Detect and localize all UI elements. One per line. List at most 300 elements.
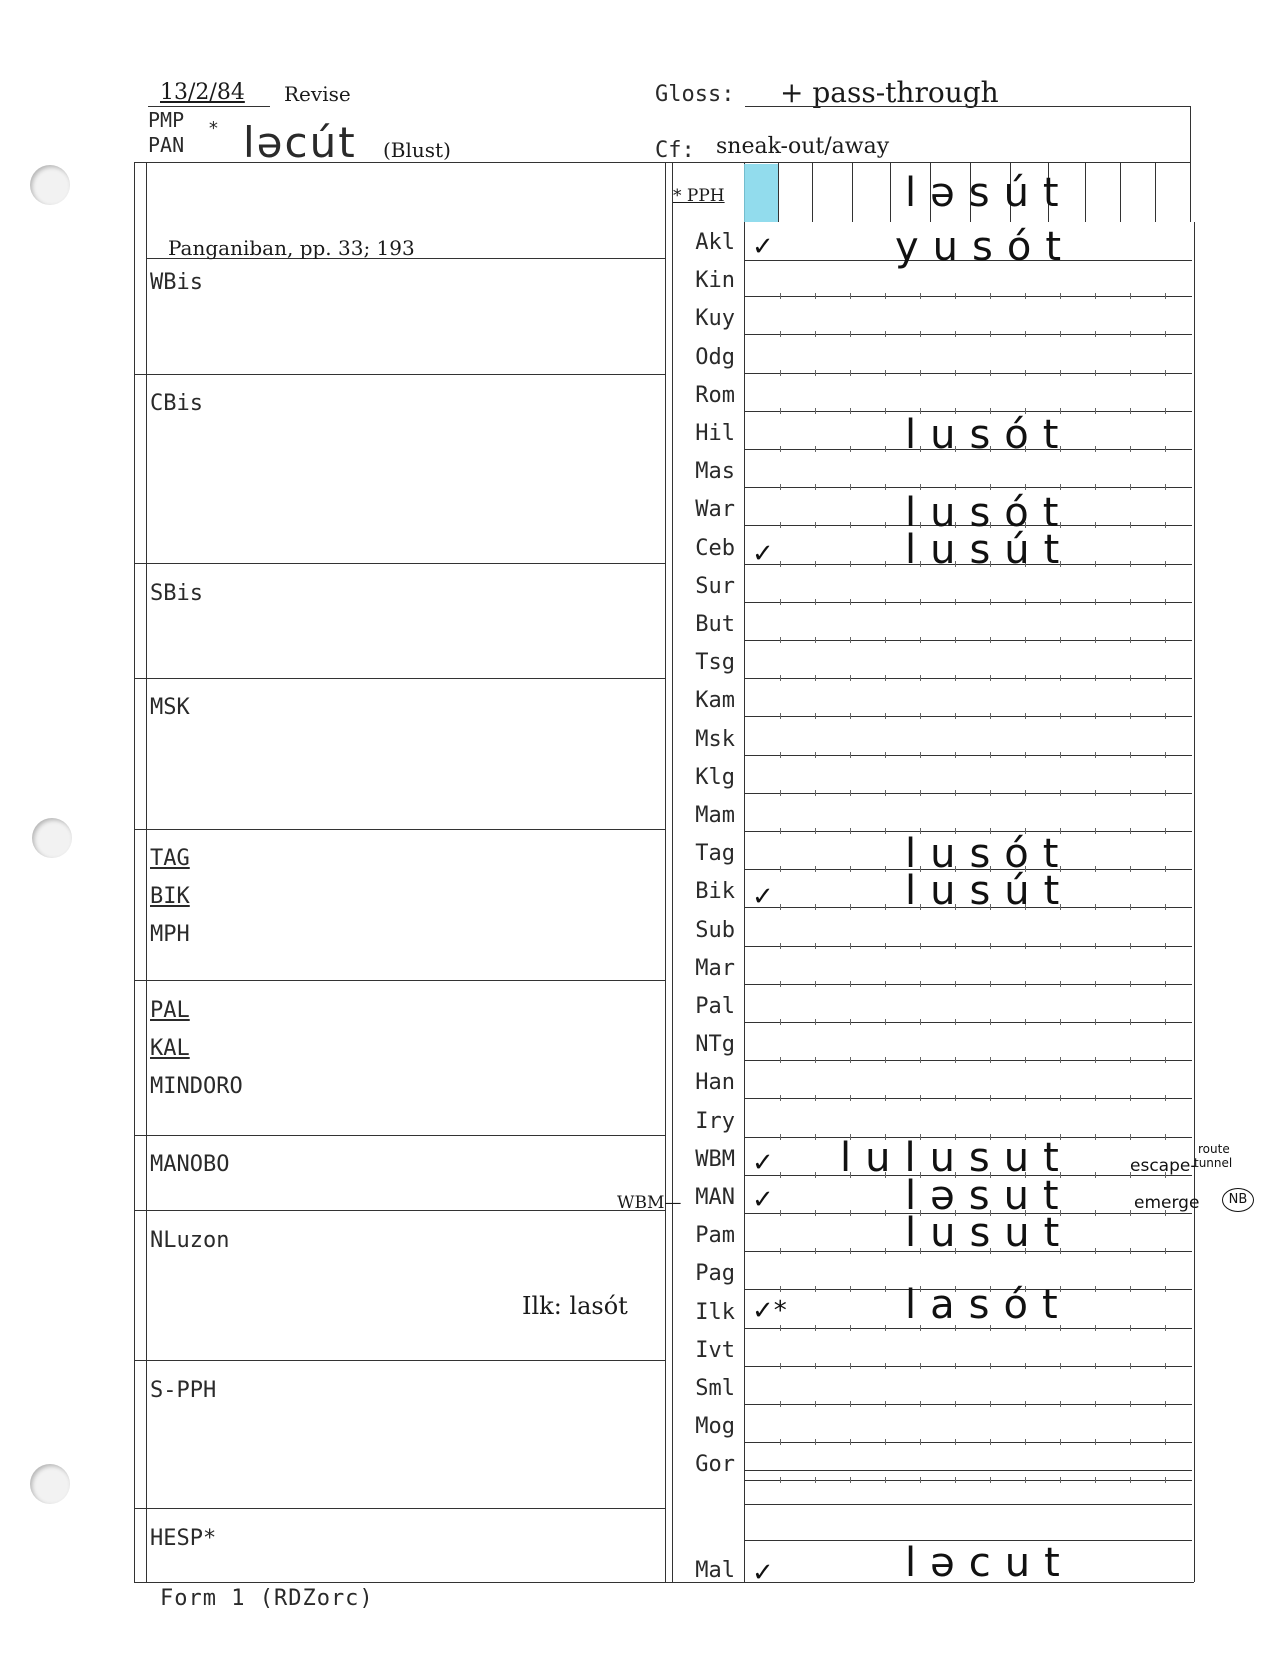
row-tick	[1095, 675, 1096, 681]
row-tick	[885, 1210, 886, 1216]
row-tick	[955, 1057, 956, 1063]
row-tick	[990, 790, 991, 796]
row-tick	[885, 1248, 886, 1254]
row-tick	[1130, 561, 1131, 567]
lang-label: Pag	[695, 1261, 735, 1287]
row-tick	[850, 904, 851, 910]
row-tick	[1060, 1401, 1061, 1407]
row-tick	[955, 293, 956, 299]
lang-label: Akl	[695, 230, 735, 255]
lang-row-rule	[744, 1470, 1192, 1471]
lang-label: Han	[695, 1070, 735, 1096]
lang-label: Kin	[695, 268, 735, 294]
row-tick	[815, 446, 816, 452]
lang-label: Mas	[695, 459, 735, 485]
punch-hole-bottom	[30, 1464, 70, 1504]
star-marker: *	[208, 118, 219, 139]
row-tick	[815, 752, 816, 758]
row-tick	[955, 599, 956, 605]
row-tick	[990, 1019, 991, 1025]
row-tick	[815, 943, 816, 949]
row-tick	[1130, 1477, 1131, 1483]
row-tick	[885, 943, 886, 949]
row-tick	[955, 981, 956, 987]
row-tick	[1130, 1439, 1131, 1445]
row-tick	[885, 561, 886, 567]
row-tick	[1130, 1057, 1131, 1063]
check-man: ✓	[752, 1185, 774, 1215]
row-tick	[955, 1019, 956, 1025]
row-tick	[1130, 943, 1131, 949]
row-tick	[815, 1019, 816, 1025]
row-tick	[780, 1248, 781, 1254]
row-tick	[850, 713, 851, 719]
row-tick	[1095, 1248, 1096, 1254]
row-tick	[780, 675, 781, 681]
row-tick	[815, 1172, 816, 1178]
row-tick	[1130, 637, 1131, 643]
lang-label: Kam	[695, 688, 735, 714]
row-tick	[1095, 1439, 1096, 1445]
row-tick	[1025, 331, 1026, 337]
row-tick	[850, 1019, 851, 1025]
row-tick	[780, 828, 781, 834]
row-tick	[990, 637, 991, 643]
row-tick	[990, 599, 991, 605]
row-tick	[850, 331, 851, 337]
row-tick	[815, 904, 816, 910]
row-tick	[780, 1210, 781, 1216]
row-tick	[815, 828, 816, 834]
group-wbis: WBis	[150, 270, 203, 295]
row-tick	[1165, 981, 1166, 987]
lang-label: WBM	[695, 1146, 735, 1172]
row-tick	[1095, 1019, 1096, 1025]
row-tick	[955, 370, 956, 376]
row-tick	[850, 599, 851, 605]
check-akl: ✓	[752, 232, 774, 262]
row-tick	[850, 1325, 851, 1331]
row-tick	[780, 599, 781, 605]
row-tick	[815, 1286, 816, 1292]
row-tick	[1060, 370, 1061, 376]
row-tick	[780, 637, 781, 643]
row-tick	[1165, 522, 1166, 528]
lang-label: Ilk	[695, 1299, 735, 1325]
row-tick	[780, 1057, 781, 1063]
date: 13/2/84	[160, 80, 245, 105]
row-tick	[1025, 790, 1026, 796]
row-tick	[1130, 370, 1131, 376]
row-tick	[920, 713, 921, 719]
lang-row-rule	[744, 602, 1192, 603]
lang-label: Bik	[695, 879, 735, 905]
row-tick	[815, 790, 816, 796]
row-tick	[1060, 981, 1061, 987]
group-cbis: CBis	[150, 391, 203, 416]
row-tick	[955, 1401, 956, 1407]
row-tick	[850, 828, 851, 834]
row-tick	[920, 675, 921, 681]
row-tick	[780, 1363, 781, 1369]
row-tick	[885, 752, 886, 758]
group-manobo: MANOBO	[150, 1152, 230, 1177]
lang-row-rule	[744, 1480, 1192, 1481]
proto-source: (Blust)	[383, 138, 451, 162]
row-tick	[885, 1057, 886, 1063]
lang-label: Odg	[695, 344, 735, 370]
row-tick	[920, 1019, 921, 1025]
row-tick	[1095, 1401, 1096, 1407]
row-tick	[780, 752, 781, 758]
row-tick	[780, 713, 781, 719]
wbm-margin-note: WBM—	[617, 1193, 682, 1213]
row-tick	[885, 1019, 886, 1025]
row-tick	[1025, 370, 1026, 376]
row-tick	[955, 752, 956, 758]
row-tick	[1165, 331, 1166, 337]
group-tag: TAG	[150, 846, 190, 871]
entry-hil: lusót	[905, 412, 1073, 458]
row-tick	[1130, 484, 1131, 490]
row-tick	[1095, 943, 1096, 949]
row-tick	[955, 1439, 956, 1445]
row-tick	[815, 1401, 816, 1407]
entry-bik: lusút	[905, 868, 1074, 914]
row-tick	[1165, 408, 1166, 414]
group-mph: MPH	[150, 922, 190, 947]
row-tick	[850, 790, 851, 796]
row-tick	[955, 1477, 956, 1483]
row-tick	[1095, 1172, 1096, 1178]
row-tick	[1025, 1439, 1026, 1445]
wbm-gloss-route: route	[1198, 1142, 1230, 1156]
row-tick	[1165, 1095, 1166, 1101]
row-tick	[955, 675, 956, 681]
row-tick	[885, 637, 886, 643]
row-tick	[850, 981, 851, 987]
row-tick	[1025, 1401, 1026, 1407]
pph-form: ləsút	[905, 170, 1073, 216]
row-tick	[990, 752, 991, 758]
row-tick	[1130, 599, 1131, 605]
row-tick	[1165, 1439, 1166, 1445]
row-tick	[780, 561, 781, 567]
row-tick	[1095, 1210, 1096, 1216]
row-tick	[885, 1439, 886, 1445]
lang-row-rule	[744, 296, 1192, 297]
row-tick	[780, 1019, 781, 1025]
row-tick	[1165, 1286, 1166, 1292]
row-tick	[1130, 904, 1131, 910]
row-tick	[850, 1439, 851, 1445]
row-tick	[780, 331, 781, 337]
entry-pam: lusut	[905, 1210, 1074, 1256]
row-tick	[815, 599, 816, 605]
row-tick	[920, 1401, 921, 1407]
lang-row-rule	[744, 640, 1192, 641]
lang-row-rule	[744, 1366, 1192, 1367]
row-tick	[1165, 1401, 1166, 1407]
punch-hole-top	[30, 165, 70, 205]
row-tick	[815, 408, 816, 414]
group-sbis: SBis	[150, 581, 203, 606]
lang-label: Sub	[695, 917, 735, 943]
group-mindoro: MINDORO	[150, 1074, 243, 1099]
row-tick	[780, 1439, 781, 1445]
row-tick	[1165, 1019, 1166, 1025]
row-tick	[780, 1134, 781, 1140]
row-tick	[1060, 599, 1061, 605]
row-tick	[920, 1477, 921, 1483]
row-tick	[1095, 904, 1096, 910]
row-tick	[780, 981, 781, 987]
row-tick	[885, 522, 886, 528]
lang-row-rule	[744, 1504, 1192, 1505]
row-tick	[780, 1401, 781, 1407]
row-tick	[1130, 1210, 1131, 1216]
row-tick	[920, 637, 921, 643]
row-tick	[920, 1057, 921, 1063]
row-tick	[1060, 293, 1061, 299]
entry-ceb: lusút	[905, 527, 1074, 573]
row-tick	[1025, 1019, 1026, 1025]
row-tick	[850, 943, 851, 949]
row-tick	[1060, 1019, 1061, 1025]
row-tick	[850, 1095, 851, 1101]
lang-row-rule	[744, 984, 1192, 985]
row-tick	[990, 1057, 991, 1063]
form-footer: Form 1 (RDZorc)	[160, 1586, 374, 1611]
row-tick	[780, 1477, 781, 1483]
row-tick	[1060, 1095, 1061, 1101]
cf-value: sneak-out/away	[716, 134, 890, 159]
row-tick	[955, 1363, 956, 1369]
row-tick	[1095, 561, 1096, 567]
lang-label: Pal	[695, 994, 735, 1019]
row-tick	[990, 1095, 991, 1101]
row-tick	[1060, 713, 1061, 719]
check-wbm: ✓	[752, 1148, 774, 1178]
row-tick	[1165, 561, 1166, 567]
row-tick	[850, 408, 851, 414]
row-tick	[1130, 408, 1131, 414]
row-tick	[815, 637, 816, 643]
row-tick	[1165, 1325, 1166, 1331]
row-tick	[1095, 1095, 1096, 1101]
row-tick	[1060, 1057, 1061, 1063]
check-mal: ✓	[752, 1558, 774, 1588]
row-tick	[850, 1057, 851, 1063]
row-tick	[1095, 293, 1096, 299]
group-msk: MSK	[150, 695, 190, 720]
row-tick	[1060, 1477, 1061, 1483]
lang-label: Ivt	[695, 1337, 735, 1363]
row-tick	[1165, 713, 1166, 719]
row-tick	[780, 293, 781, 299]
row-tick	[1130, 1325, 1131, 1331]
entry-wbm: lulusut	[840, 1135, 1073, 1181]
row-tick	[850, 1401, 851, 1407]
row-tick	[1130, 446, 1131, 452]
pph-highlight	[744, 164, 778, 222]
row-tick	[1060, 675, 1061, 681]
lang-label: Sur	[695, 573, 735, 599]
row-tick	[850, 1477, 851, 1483]
row-tick	[815, 1210, 816, 1216]
row-tick	[1130, 331, 1131, 337]
row-tick	[850, 675, 851, 681]
entry-mal: ləcut	[905, 1540, 1074, 1586]
group-hesp: HESP*	[150, 1526, 217, 1551]
row-tick	[1060, 752, 1061, 758]
row-tick	[1095, 1325, 1096, 1331]
row-tick	[885, 1363, 886, 1369]
row-tick	[920, 1439, 921, 1445]
row-tick	[1165, 370, 1166, 376]
row-tick	[780, 943, 781, 949]
row-tick	[1095, 331, 1096, 337]
row-tick	[955, 637, 956, 643]
lang-label: Tsg	[695, 650, 735, 676]
cf-label: Cf:	[655, 138, 695, 163]
check-bik: ✓	[752, 882, 774, 912]
row-tick	[885, 446, 886, 452]
row-tick	[1165, 904, 1166, 910]
row-tick	[1165, 599, 1166, 605]
row-tick	[1130, 293, 1131, 299]
row-tick	[990, 943, 991, 949]
group-bik: BIK	[150, 884, 190, 909]
pmp-label: PMP	[148, 108, 185, 132]
lang-label: But	[695, 612, 735, 637]
lang-label: Rom	[695, 382, 735, 408]
row-tick	[815, 675, 816, 681]
row-tick	[1165, 446, 1166, 452]
row-tick	[1060, 943, 1061, 949]
row-tick	[990, 675, 991, 681]
row-tick	[1095, 713, 1096, 719]
lang-label: Msk	[695, 726, 735, 752]
row-tick	[1130, 522, 1131, 528]
row-tick	[780, 408, 781, 414]
entry-tag: lusót	[905, 831, 1073, 877]
row-tick	[1165, 943, 1166, 949]
lang-label: Klg	[695, 764, 735, 790]
row-tick	[990, 331, 991, 337]
row-tick	[990, 1401, 991, 1407]
row-tick	[1060, 331, 1061, 337]
lang-row-rule	[744, 793, 1192, 794]
lang-row-rule	[744, 678, 1192, 679]
row-tick	[920, 1095, 921, 1101]
row-tick	[850, 484, 851, 490]
row-tick	[815, 981, 816, 987]
row-tick	[1025, 637, 1026, 643]
row-tick	[1025, 599, 1026, 605]
row-tick	[885, 1095, 886, 1101]
row-tick	[1025, 1477, 1026, 1483]
group-s-pph: S-PPH	[150, 1378, 217, 1403]
row-tick	[1095, 790, 1096, 796]
row-tick	[1025, 943, 1026, 949]
row-tick	[1025, 675, 1026, 681]
row-tick	[955, 790, 956, 796]
lang-row-rule	[744, 1098, 1192, 1099]
lang-row-rule	[744, 334, 1192, 335]
row-tick	[1130, 1134, 1131, 1140]
row-tick	[815, 331, 816, 337]
lang-row-rule	[744, 946, 1192, 947]
lang-label: MAN	[695, 1185, 735, 1210]
lang-label: Mog	[695, 1414, 735, 1440]
row-tick	[1025, 1095, 1026, 1101]
row-tick	[885, 1325, 886, 1331]
lang-row-rule	[744, 1442, 1192, 1443]
row-tick	[1165, 293, 1166, 299]
row-tick	[815, 1095, 816, 1101]
row-tick	[920, 331, 921, 337]
row-tick	[780, 1172, 781, 1178]
row-tick	[885, 866, 886, 872]
source-note: Panganiban, pp. 33; 193	[168, 236, 415, 260]
row-tick	[1025, 1057, 1026, 1063]
wbm-gloss-tunnel: tunnel	[1194, 1156, 1233, 1170]
row-tick	[850, 637, 851, 643]
row-tick	[780, 790, 781, 796]
row-tick	[1025, 293, 1026, 299]
lang-row-rule	[744, 487, 1192, 488]
row-tick	[990, 1439, 991, 1445]
row-tick	[885, 293, 886, 299]
row-tick	[1025, 981, 1026, 987]
row-tick	[885, 370, 886, 376]
row-tick	[1130, 790, 1131, 796]
row-tick	[1025, 752, 1026, 758]
row-tick	[1095, 1057, 1096, 1063]
row-tick	[815, 713, 816, 719]
lang-label: Mal	[695, 1558, 735, 1583]
row-tick	[1095, 752, 1096, 758]
row-tick	[780, 370, 781, 376]
row-tick	[885, 331, 886, 337]
lang-row-rule	[744, 373, 1192, 374]
lang-row-rule	[744, 755, 1192, 756]
row-tick	[920, 370, 921, 376]
row-tick	[850, 1363, 851, 1369]
check-ilk: ✓*	[752, 1296, 787, 1326]
proto-form: ləcút	[243, 118, 357, 167]
row-tick	[920, 790, 921, 796]
row-tick	[1165, 637, 1166, 643]
row-tick	[990, 713, 991, 719]
row-tick	[850, 293, 851, 299]
lang-label: Mar	[695, 955, 735, 981]
row-tick	[780, 866, 781, 872]
row-tick	[990, 1477, 991, 1483]
pan-label: PAN	[148, 133, 185, 157]
row-tick	[955, 331, 956, 337]
entry-war: lusót	[905, 490, 1073, 536]
row-tick	[1095, 408, 1096, 414]
row-tick	[780, 1095, 781, 1101]
row-tick	[780, 904, 781, 910]
row-tick	[1165, 484, 1166, 490]
row-tick	[920, 1363, 921, 1369]
row-tick	[1130, 1363, 1131, 1369]
row-tick	[1165, 1363, 1166, 1369]
row-tick	[1095, 1134, 1096, 1140]
